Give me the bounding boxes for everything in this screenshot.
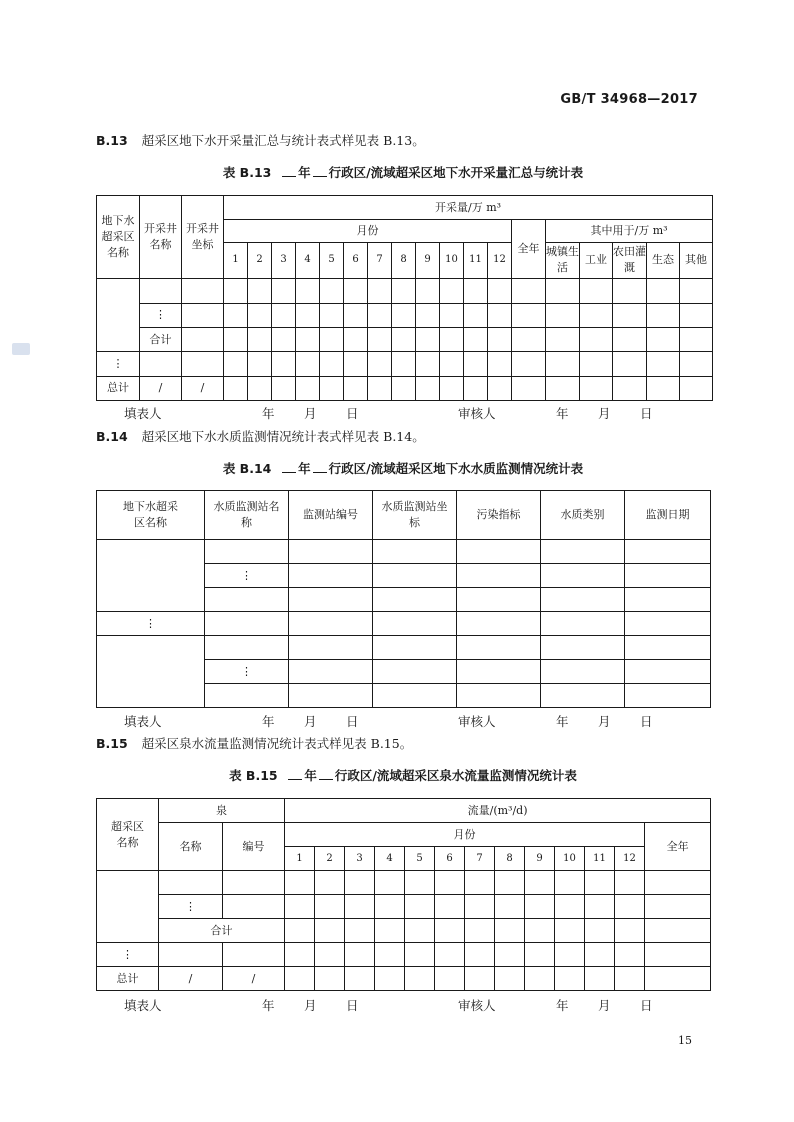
header-flow: 流量/(m³/d) xyxy=(285,799,711,823)
table-row xyxy=(97,636,711,660)
month-label: 月 xyxy=(304,998,317,1013)
month-label: 月 xyxy=(598,406,611,421)
day-label: 日 xyxy=(640,998,653,1013)
table-b15 xyxy=(96,798,711,991)
table-caption-b14 xyxy=(96,459,710,477)
ellipsis-cell: ⋮ xyxy=(140,303,182,327)
area-cell xyxy=(97,279,140,352)
admin-blank xyxy=(313,462,327,473)
total-cell: 总计 xyxy=(97,376,140,400)
slash-cell: / xyxy=(182,376,224,400)
ellipsis-cell: ⋮ xyxy=(97,943,159,967)
month-5: 5 xyxy=(405,847,435,871)
signature-line-b15 xyxy=(124,996,684,1014)
year-label: 年 xyxy=(262,406,275,421)
signature-line-b14 xyxy=(124,712,684,730)
month-11: 11 xyxy=(464,242,488,279)
table-row xyxy=(97,895,711,919)
day-label: 日 xyxy=(346,998,359,1013)
admin-blank xyxy=(313,166,327,177)
year-label: 年 xyxy=(262,714,275,729)
table-row xyxy=(97,279,713,303)
reviewer-label: 审核人 xyxy=(458,714,496,729)
header-area: 地下水超采区名称 xyxy=(97,491,205,540)
month-label: 月 xyxy=(304,714,317,729)
month-6: 6 xyxy=(344,242,368,279)
use-urban: 城镇生活 xyxy=(546,242,580,279)
header-month: 月份 xyxy=(224,220,512,242)
caption-prefix: 表 B.15 xyxy=(229,768,278,783)
header-spring: 泉 xyxy=(159,799,285,823)
month-4: 4 xyxy=(375,847,405,871)
side-watermark xyxy=(12,343,30,355)
month-11: 11 xyxy=(585,847,615,871)
header-quality-class: 水质类别 xyxy=(541,491,625,540)
clause-b15 xyxy=(96,734,412,752)
filler-label: 填表人 xyxy=(124,714,162,729)
month-1: 1 xyxy=(285,847,315,871)
year-label: 年 xyxy=(262,998,275,1013)
caption-prefix: 表 B.14 xyxy=(222,461,272,476)
slash-cell: / xyxy=(159,967,223,991)
month-8: 8 xyxy=(392,242,416,279)
table-caption-b13 xyxy=(96,163,710,181)
day-label: 日 xyxy=(346,714,359,729)
table-row xyxy=(97,540,711,564)
day-label: 日 xyxy=(640,714,653,729)
header-name: 名称 xyxy=(159,823,223,871)
month-12: 12 xyxy=(488,242,512,279)
month-2: 2 xyxy=(248,242,272,279)
table-b13 xyxy=(96,195,713,401)
header-number: 编号 xyxy=(223,823,285,871)
caption-title: 行政区/流域超采区地下水水质监测情况统计表 xyxy=(328,461,584,476)
ellipsis-cell: ⋮ xyxy=(159,895,223,919)
filler-label: 填表人 xyxy=(124,406,162,421)
header-month: 月份 xyxy=(285,823,645,847)
clause-number: B.15 xyxy=(96,736,128,751)
ellipsis-cell: ⋮ xyxy=(205,660,289,684)
caption-year: 年 xyxy=(298,165,311,180)
page-number: 15 xyxy=(678,1034,692,1047)
signature-line-b13 xyxy=(124,404,684,422)
filler-label: 填表人 xyxy=(124,998,162,1013)
area-cell xyxy=(97,540,205,612)
table-b14 xyxy=(96,490,711,708)
clause-text: 超采区地下水水质监测情况统计表式样见表 B.14。 xyxy=(141,429,425,444)
year-label: 年 xyxy=(556,406,569,421)
year-label: 年 xyxy=(556,998,569,1013)
standard-number: GB/T 34968—2017 xyxy=(560,92,698,107)
reviewer-label: 审核人 xyxy=(458,998,496,1013)
ellipsis-cell: ⋮ xyxy=(97,352,140,376)
clause-text: 超采区地下水开采量汇总与统计表式样见表 B.13。 xyxy=(141,133,425,148)
caption-year: 年 xyxy=(304,768,317,783)
table-row xyxy=(97,327,713,351)
month-6: 6 xyxy=(435,847,465,871)
slash-cell: / xyxy=(223,967,285,991)
use-ecology: 生态 xyxy=(647,242,680,279)
caption-year: 年 xyxy=(298,461,311,476)
slash-cell: / xyxy=(140,376,182,400)
header-area: 地下水超采区名称 xyxy=(97,196,140,279)
admin-blank xyxy=(319,769,333,780)
year-label: 年 xyxy=(556,714,569,729)
table-row xyxy=(97,612,711,636)
ellipsis-cell: ⋮ xyxy=(205,564,289,588)
month-2: 2 xyxy=(315,847,345,871)
header-date: 监测日期 xyxy=(625,491,711,540)
total-cell: 总计 xyxy=(97,967,159,991)
header-full-year: 全年 xyxy=(512,220,546,279)
clause-number: B.14 xyxy=(96,429,128,444)
header-full-year: 全年 xyxy=(645,823,711,871)
use-industry: 工业 xyxy=(580,242,613,279)
year-blank xyxy=(288,769,302,780)
reviewer-label: 审核人 xyxy=(458,406,496,421)
table-row xyxy=(97,352,713,376)
clause-number: B.13 xyxy=(96,133,128,148)
header-well-coord: 开采井坐标 xyxy=(182,196,224,279)
table-row xyxy=(97,967,711,991)
day-label: 日 xyxy=(346,406,359,421)
caption-title: 行政区/流域超采区泉水流量监测情况统计表 xyxy=(334,768,577,783)
year-blank xyxy=(282,166,296,177)
clause-b13 xyxy=(96,131,425,149)
year-blank xyxy=(282,462,296,473)
month-7: 7 xyxy=(465,847,495,871)
subtotal-cell: 合计 xyxy=(140,327,182,351)
month-5: 5 xyxy=(320,242,344,279)
month-3: 3 xyxy=(272,242,296,279)
use-irrigation: 农田灌溉 xyxy=(613,242,647,279)
month-12: 12 xyxy=(615,847,645,871)
month-8: 8 xyxy=(495,847,525,871)
header-well-name: 开采井名称 xyxy=(140,196,182,279)
month-10: 10 xyxy=(440,242,464,279)
table-row xyxy=(97,919,711,943)
clause-text: 超采区泉水流量监测情况统计表式样见表 B.15。 xyxy=(141,736,413,751)
month-9: 9 xyxy=(416,242,440,279)
month-label: 月 xyxy=(304,406,317,421)
table-caption-b15 xyxy=(96,766,710,784)
caption-title: 行政区/流域超采区地下水开采量汇总与统计表 xyxy=(328,165,584,180)
area-cell xyxy=(97,636,205,708)
month-1: 1 xyxy=(224,242,248,279)
header-station-coord: 水质监测站坐标 xyxy=(373,491,457,540)
month-9: 9 xyxy=(525,847,555,871)
month-label: 月 xyxy=(598,714,611,729)
table-row xyxy=(97,376,713,400)
subtotal-cell: 合计 xyxy=(159,919,285,943)
header-of-which: 其中用于/万 m³ xyxy=(546,220,713,242)
header-station-name: 水质监测站名称 xyxy=(205,491,289,540)
area-cell xyxy=(97,871,159,943)
use-other: 其他 xyxy=(680,242,713,279)
header-area: 超采区名称 xyxy=(97,799,159,871)
header-station-no: 监测站编号 xyxy=(289,491,373,540)
day-label: 日 xyxy=(640,406,653,421)
ellipsis-cell: ⋮ xyxy=(97,612,205,636)
header-volume: 开采量/万 m³ xyxy=(224,196,713,220)
month-label: 月 xyxy=(598,998,611,1013)
month-4: 4 xyxy=(296,242,320,279)
table-row xyxy=(97,943,711,967)
month-3: 3 xyxy=(345,847,375,871)
month-7: 7 xyxy=(368,242,392,279)
caption-prefix: 表 B.13 xyxy=(222,165,272,180)
table-row xyxy=(97,303,713,327)
header-pollutant: 污染指标 xyxy=(457,491,541,540)
table-row xyxy=(97,871,711,895)
month-10: 10 xyxy=(555,847,585,871)
clause-b14 xyxy=(96,427,425,445)
